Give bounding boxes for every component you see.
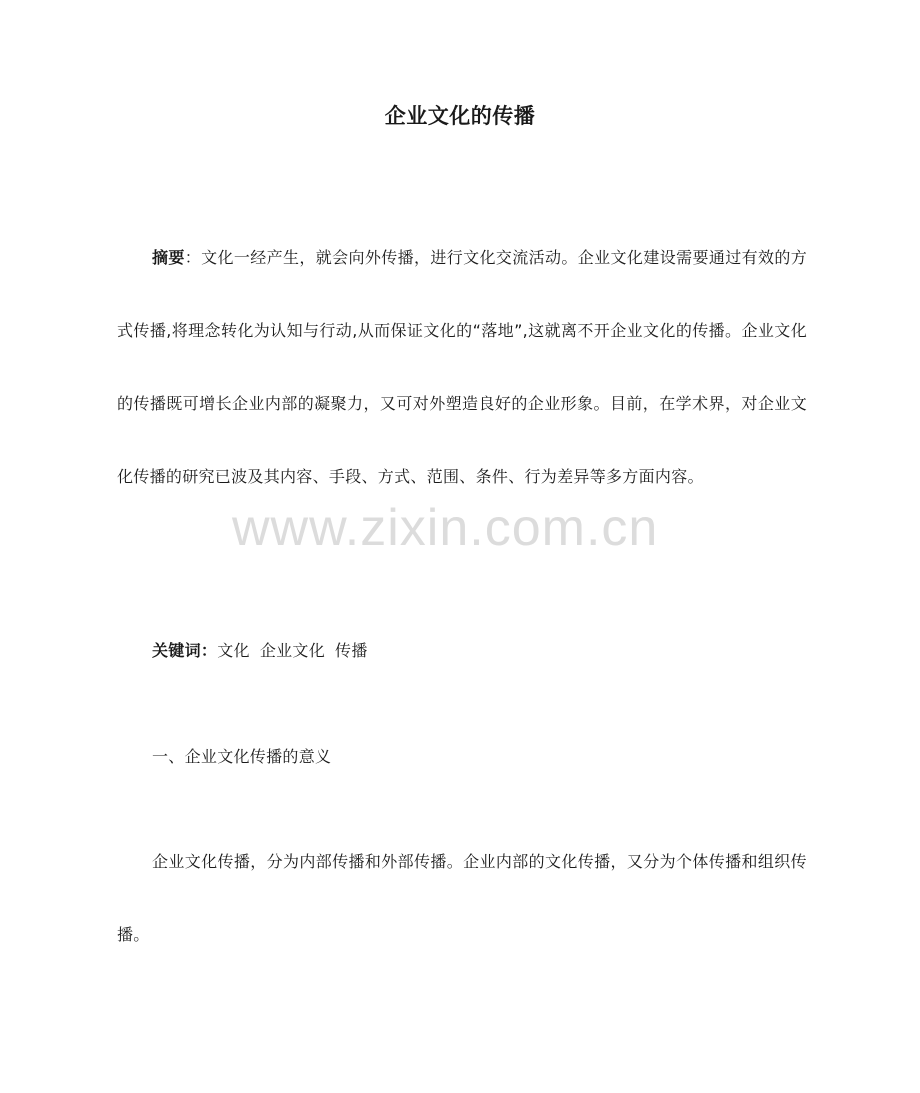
keywords-line (117, 614, 807, 687)
keywords-label: 关键词： (152, 641, 218, 660)
keyword-item: 传播 (335, 641, 368, 660)
keyword-item: 企业文化 (259, 641, 326, 660)
abstract-label: 摘要 (152, 248, 185, 267)
document-title: 企业文化的传播 (384, 104, 536, 128)
abstract-text: 文化一经产生，就会向外传播，进行文化交流活动。企业文化建设需要通过有效的方式传播,将理念转化为认知与行动,从而保证文化的“落地”,这就离不开企业文化的传播。企业文化的传播既可增长企业内部的凝聚力，又可对外塑造良好的企业形象。目前，在学术界，对企业文化传播的研究已波及其内容、手段、方式、范围、条件、行为差异等多方面内容。 (117, 248, 807, 486)
body-paragraph: 企业文化传播，分为内部传播和外部传播。企业内部的文化传播，又分为个体传播和组织传播。 (117, 852, 807, 944)
section-heading: 一、企业文化传播的意义 (152, 747, 332, 766)
keyword-item: 文化 (217, 641, 250, 660)
watermark: www.zixin.com.cn (232, 499, 659, 557)
abstract-paragraph (117, 221, 807, 513)
abstract-separator: ： (184, 248, 202, 267)
